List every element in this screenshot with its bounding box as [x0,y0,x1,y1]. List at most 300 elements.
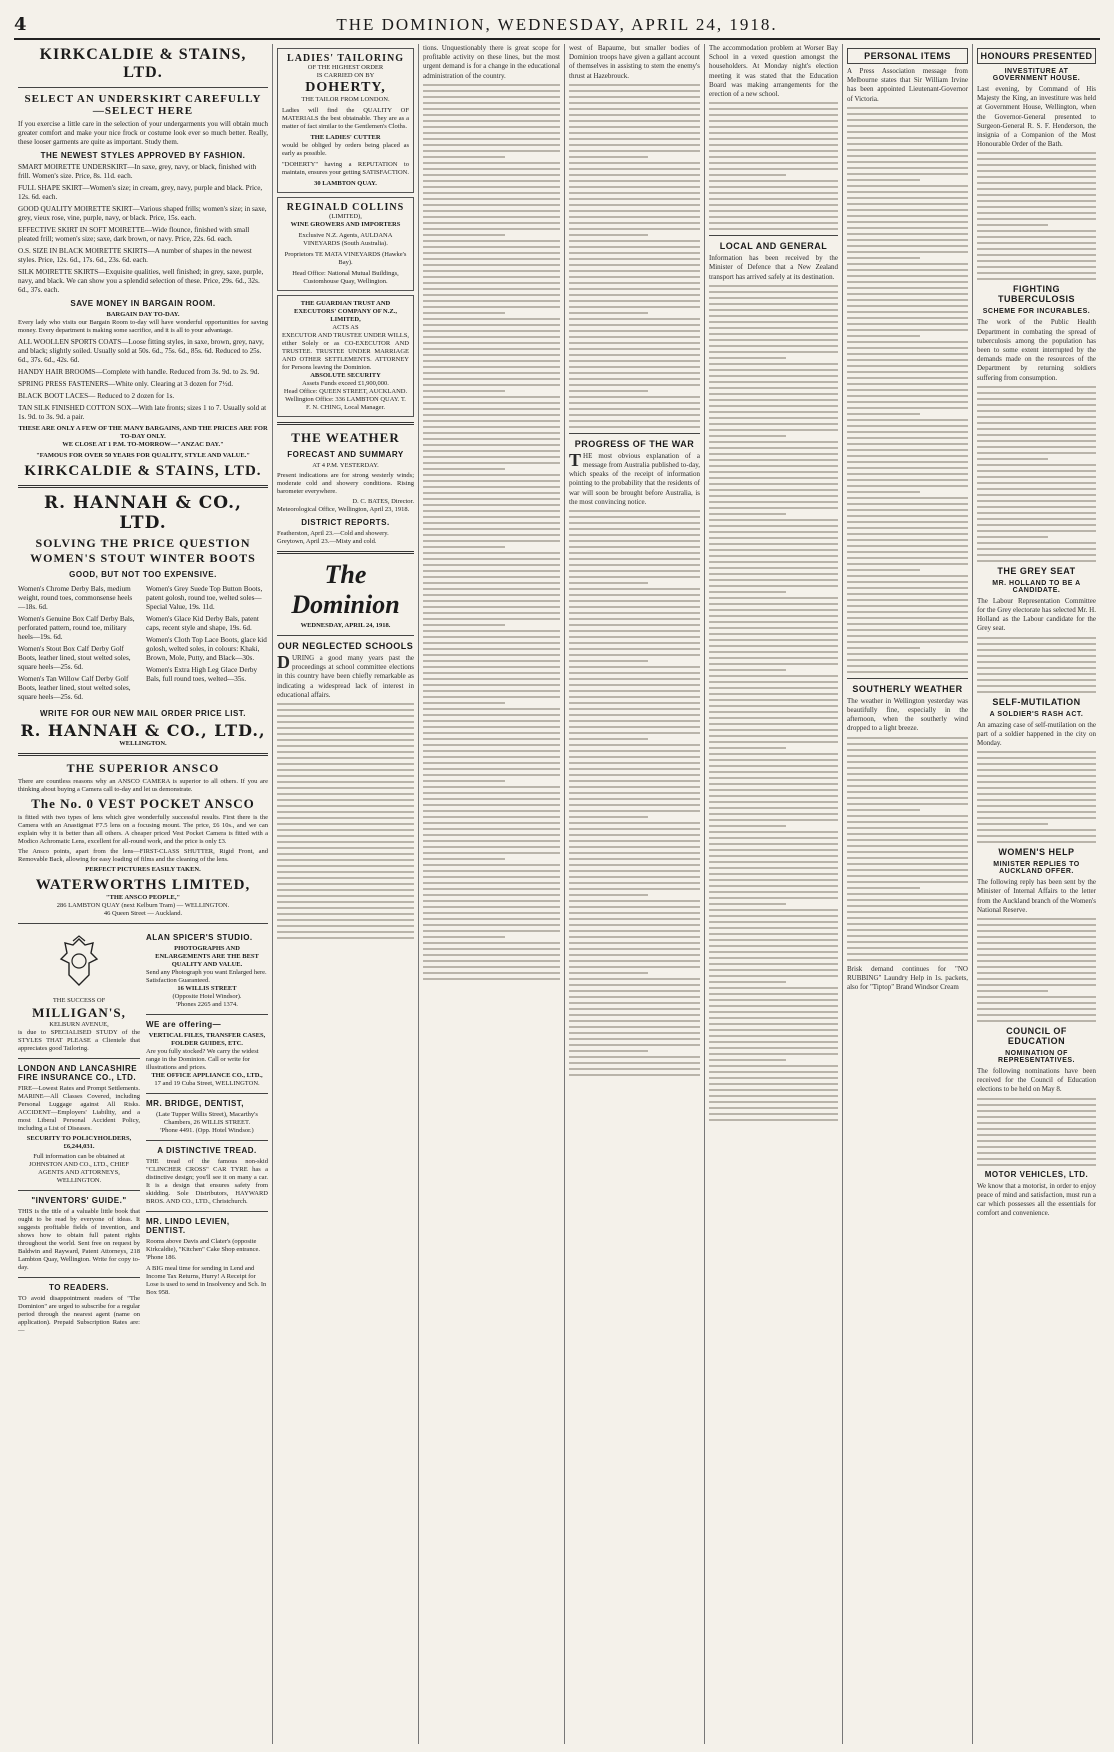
text-line [977,272,1096,274]
text-line [847,293,968,295]
text-line [709,138,838,140]
text-line [423,336,560,338]
kirkcaldie-motto: "FAMOUS FOR OVER 50 YEARS FOR QUALITY, STYLE AND VALUE." [36,452,250,459]
text-line [709,489,838,491]
text-line [569,654,700,656]
text-line [977,230,1096,232]
text-line [847,941,968,943]
text-line [569,882,700,884]
text-line [847,251,968,253]
text-line [709,345,838,347]
text-line [709,477,838,479]
ladies-title: LADIES' TAILORING [287,53,404,64]
text-line [709,873,838,875]
text-line [569,960,700,962]
text-line [847,491,920,493]
hannah-boot-list [18,582,268,705]
text-line [977,1152,1096,1154]
text-line [569,648,700,650]
text-line [569,732,700,734]
text-line [709,645,838,647]
text-line [847,317,968,319]
text-line [709,1005,838,1007]
text-line [569,726,700,728]
hannah-title-2: R. HANNAH & CO., LTD., [20,721,266,740]
text-line [569,342,700,344]
text-line [709,495,838,497]
text-line [709,162,838,164]
text-line [569,198,700,200]
text-line [569,126,700,128]
text-line [977,685,1096,687]
text-line [423,210,560,212]
text-line [423,828,560,830]
text-line [569,684,700,686]
text-line [423,804,560,806]
text-line [569,534,700,536]
text-line [847,551,968,553]
text-line [709,315,838,317]
text-line [977,464,1096,466]
text-line [569,228,700,230]
text-line [847,167,968,169]
kirkcaldie-intro: If you exercise a little care in the selection of your undergarments you will obtain much greater comfort and make your nice frock or costume look ever so much better. Really, these looser garments are quite as important. Study them. [18,120,268,146]
southerly-lead: The weather in Wellington yesterday was beautifully fine, especially in the afternoon, when the southerly wind dropped to a light breeze. [847,696,968,733]
personal-title: PERSONAL ITEMS [847,48,968,64]
text-line [847,635,968,637]
text-line [423,924,560,926]
list-item: Women's Glace Kid Derby Bals, patent caps, recent style and shape, 19s. 6d. [146,615,259,632]
text-line [847,233,968,235]
text-line [569,756,700,758]
text-line [423,978,560,980]
text-line [709,927,838,929]
text-line [977,811,1096,813]
text-line [709,1023,838,1025]
text-line [847,305,968,307]
offer-items: VERTICAL FILES, TRANSFER CASES, FOLDER GUIDES, ETC. [148,1032,266,1047]
text-line [569,528,700,530]
small-ad: A BIG meal time for sending in Lend and Income Tax Returns, Hurry! A Receipt for Lose is used to send in Insolvency and Sch. In Box 958. [146,1265,267,1296]
text-line [709,705,838,707]
text-line [423,696,560,698]
text-line [709,909,838,911]
text-line [569,1020,700,1022]
text-line [569,738,648,740]
laundry-advt: Brisk demand continues for "NO RUBBING" Laundry Help in 1s. packets, also for "Tiptop" Brand Windsor Cream [847,964,968,992]
text-line [977,488,1096,490]
text-line [709,1089,838,1091]
text-line [569,906,700,908]
text-line [847,911,968,913]
text-line [977,554,1096,556]
text-line [709,933,838,935]
text-line [977,990,1048,992]
text-line [569,138,700,140]
text-line [569,666,700,668]
text-line [709,777,838,779]
text-line [423,768,560,770]
text-line [847,533,968,535]
lindo-body: Rooms above Davis and Clater's (opposite Kirkcaldie), "Kitchen" Cake Shop entrance. 'Phone 186. [146,1238,260,1261]
text-line [423,510,560,512]
text-line [569,378,700,380]
text-line [569,288,700,290]
text-line [423,600,560,602]
text-line [709,186,838,188]
text-line [977,787,1096,789]
text-line [977,452,1096,454]
text-line [569,978,700,980]
text-line [709,597,838,599]
text-line [569,636,700,638]
text-line [569,900,700,902]
text-line [569,564,700,566]
bridge-title: MR. BRIDGE, DENTIST, [146,1099,245,1108]
text-line [569,174,700,176]
text-line [847,179,920,181]
text-line [977,164,1096,166]
text-line [709,579,838,581]
text-line [709,915,838,917]
spicer-body: PHOTOGRAPHS AND ENLARGEMENTS ARE THE BEST QUALITY AND VALUE. [155,945,259,968]
text-line [423,402,560,404]
text-line [847,473,968,475]
text-line [847,197,968,199]
text-line [709,417,838,419]
kirkcaldie-subhead: THE NEWEST STYLES APPROVED BY FASHION. [40,151,246,160]
list-item: FULL SHAPE SKIRT—Women's size; in cream, grey, navy, purple and black. Price, 12s. 6d. each. [18,184,263,201]
list-item: SMART MOIRETTE UNDERSKIRT—In saxe, grey, navy, or black, finished with frill. Women's size. Price, 8s. 11d. each. [18,163,257,180]
text-line [423,762,560,764]
text-line [847,749,968,751]
text-line [423,678,560,680]
text-line [847,371,968,373]
text-line [977,691,1096,693]
text-line [423,516,560,518]
text-line [423,870,560,872]
hannah-headline: SOLVING THE PRICE QUESTION [35,536,251,550]
text-line [423,582,560,584]
text-line [977,410,1096,412]
distinctive-body: THE tread of the famous non-skid "CLINCHER CROSS" CAR TYRE has a distinctive design; you'll see it on many a car. It is a design that ensures safety from skidding. Sole Distributors, HAYWARD BROS. AND CO., LTD., Christchurch. [146,1158,268,1205]
text-line [847,137,968,139]
text-line [847,671,968,673]
text-line [569,762,700,764]
text-line [423,228,560,230]
text-line [709,945,838,947]
text-line [977,266,1096,268]
text-line [977,817,1096,819]
kirkcaldie-title: KIRKCALDIE & STAINS, LTD. [39,46,247,81]
war-text-lines-top [569,84,700,428]
text-line [709,591,786,593]
text-line [423,438,560,440]
text-line [709,435,786,437]
collins-sub: (LIMITED), [329,213,362,220]
text-line [709,657,838,659]
column-news-right [972,44,1100,1744]
text-line [977,386,1096,388]
hannah-cta: WRITE FOR OUR NEW MAIL ORDER PRICE LIST. [39,709,247,718]
text-line [569,660,648,662]
text-line [569,990,700,992]
text-line [423,192,560,194]
text-line [569,306,700,308]
text-line [709,771,838,773]
text-line [847,185,968,187]
text-line [709,543,838,545]
text-line [709,216,838,218]
text-line [977,404,1096,406]
text-line [423,636,560,638]
kirkcaldie-title-2: KIRKCALDIE & STAINS, LTD. [24,463,262,479]
text-line [977,841,1096,843]
text-line [423,168,560,170]
text-line [847,845,968,847]
text-line [423,726,560,728]
text-line [423,300,560,302]
text-line [569,522,700,524]
text-line [847,143,968,145]
text-line [423,900,560,902]
text-line [569,90,700,92]
text-line [569,324,700,326]
weather-sign: D. C. BATES, Director. [352,498,414,505]
list-item: SILK MOIRETTE SKIRTS—Exquisite qualities, well finished; in grey, saxe, purple, navy, and black. We can show you a splendid selection of these. Price, 29s. 6d., 32s. 6d., 37s. each. [18,268,264,294]
text-line [709,813,838,815]
text-line [709,1059,786,1061]
text-line [423,90,560,92]
text-line [569,828,700,830]
text-line [847,401,968,403]
text-line [977,482,1096,484]
london-info: Full information can be obtained at JOHNSTON AND CO., LTD., CHIEF AGENTS AND ATTORNEYS, WELLINGTON. [28,1153,130,1184]
text-line [847,587,968,589]
text-line [569,810,700,812]
text-line [423,462,560,464]
text-line [423,888,560,890]
text-line [709,609,838,611]
text-line [709,168,838,170]
text-line [569,420,700,422]
text-line [977,775,1096,777]
text-line [847,287,968,289]
text-line [569,744,700,746]
text-line [847,557,968,559]
text-line [569,600,700,602]
text-line [977,1020,1096,1022]
text-line [423,540,560,542]
text-line [423,822,560,824]
text-line [709,465,838,467]
text-line [847,923,968,925]
text-line [569,870,700,872]
text-line [709,573,838,575]
text-line [977,960,1096,962]
women-title: WOMEN'S HELP [998,847,1075,858]
council-title: COUNCIL OF EDUCATION [1006,1026,1067,1047]
list-item: HANDY HAIR BROOMS—Complete with handle. Reduced from 3s. 9d. to 2s. 9d. [18,368,260,376]
text-line [709,759,838,761]
text-line [423,858,505,860]
text-line [977,769,1096,771]
text-line [423,162,560,164]
text-line [709,819,838,821]
text-line [977,835,1096,837]
motor-lead: We know that a motorist, in order to enjoy peace of mind and satisfaction, must run a car which possesses all the essentials for comfort and convenience. [977,1181,1096,1218]
text-line [709,198,838,200]
text-line [847,323,968,325]
text-line [709,879,838,881]
text-line [709,555,838,557]
list-item: ALL WOOLLEN SPORTS COATS—Loose fitting styles, in saxe, brown, grey, navy, and black; slightly soiled. Usually sold at 50s. 6d., 75s. 6d., 85s. 6d. Reduced to 25s. 6d., 37s. 6d., 42s. 6d. [18,338,264,364]
text-line [977,248,1096,250]
text-line [423,954,560,956]
text-line [423,360,560,362]
offer-name: THE OFFICE APPLIANCE CO., LTD., [151,1072,263,1079]
text-line [709,441,838,443]
text-line [709,699,838,701]
text-line [569,822,700,824]
text-line [423,282,560,284]
text-line [709,297,838,299]
text-line [569,318,700,320]
text-line [709,144,838,146]
bridge-phone: 'Phone 4491. (Opp. Hotel Windsor.) [160,1127,254,1134]
text-line [709,1065,838,1067]
text-line [847,905,968,907]
text-line [423,312,505,314]
column-ads-editorial [272,44,418,1744]
text-line [569,150,700,152]
text-line [569,1002,700,1004]
offer-title: WE are offering— [146,1020,222,1029]
text-line [569,888,700,890]
text-line [423,966,560,968]
text-line [423,468,505,470]
text-line [423,96,560,98]
text-line [977,829,1096,831]
text-line [977,823,1048,825]
text-line [569,774,700,776]
text-line [977,1134,1096,1136]
text-line [977,661,1096,663]
bargain-day: BARGAIN DAY TO-DAY. [106,311,180,318]
text-line [847,311,968,313]
text-line [977,260,1096,262]
text-line [709,663,838,665]
text-line [423,798,560,800]
ladies-cutter: THE LADIES' CUTTER [310,134,381,141]
text-line [569,1068,700,1070]
inventors-title: "INVENTORS' GUIDE." [31,1196,127,1205]
text-line [423,474,560,476]
list-item: SPRING PRESS FASTENERS—White only. Clearing at 3 dozen for 7½d. [18,380,234,388]
london-body: FIRE—Lowest Rates and Prompt Settlements. MARINE—All Classes Covered, including Personal Luggage against All Risks. ACCIDENT—Employers' Liability, and a most Liberal Personal Accident Policy, including a List of Diseases. [18,1085,140,1132]
text-line [977,679,1096,681]
text-line [709,855,838,857]
text-line [709,753,838,755]
text-line [977,751,1096,753]
text-line [569,540,700,542]
text-line [423,276,560,278]
text-line [569,816,648,818]
text-line [423,216,560,218]
dominion-date: WEDNESDAY, APRIL 24, 1918. [300,622,391,629]
text-line [709,369,838,371]
text-line [977,1122,1096,1124]
text-line [977,158,1096,160]
seat-lead: The Labour Representation Committee for the Grey electorate has selected Mr. H. Holland as the Labour candidate for the Grey seat. [977,596,1096,633]
text-line [847,539,968,541]
page-number: 4 [14,14,27,35]
text-line [569,714,700,716]
text-line [569,336,700,338]
tb-text-lines [977,386,1096,562]
text-line [569,300,700,302]
text-line [709,1095,838,1097]
text-line [423,222,560,224]
text-line [423,780,505,782]
milligan-intro: THE SUCCESS OF [52,997,106,1004]
text-line [977,542,1096,544]
text-line [569,1026,700,1028]
text-line [423,246,560,248]
waterworths-address-2: 46 Queen Street — Auckland. [103,910,183,917]
text-line [423,102,560,104]
district-title: DISTRICT REPORTS. [301,518,390,527]
text-line [709,519,838,521]
text-line [847,929,968,931]
text-line [423,672,560,674]
text-line [847,467,968,469]
masthead [14,10,1100,40]
honours-sub: INVESTITURE AT GOVERNMENT HOUSE. [992,68,1081,82]
text-line [709,108,838,110]
guardian-security: ABSOLUTE SECURITY [310,372,381,379]
text-line [977,176,1096,178]
text-line [709,126,838,128]
text-line [569,588,700,590]
text-line [709,747,786,749]
text-line [847,659,968,661]
save-money-head: SAVE MONEY IN BARGAIN ROOM. [70,299,216,308]
london-title: LONDON AND LANCASHIRE FIRE INSURANCE CO., LTD. [18,1064,138,1082]
text-line [709,363,838,365]
text-line [847,485,968,487]
text-line [847,377,968,379]
text-line [847,743,968,745]
text-line [423,612,560,614]
text-line [569,630,700,632]
text-line [569,270,700,272]
southerly-text-lines [847,737,968,961]
text-line [423,630,560,632]
text-line [709,132,838,134]
text-line [977,763,1096,765]
text-line [977,194,1096,196]
text-line [569,390,648,392]
text-line [709,114,838,116]
spicer-address-2: (Opposite Hotel Windsor). [172,993,242,1000]
text-line [423,738,560,740]
text-line [423,606,560,608]
women-text-lines [977,918,1096,1022]
text-line [847,875,968,877]
text-line [423,786,560,788]
text-line [569,348,700,350]
